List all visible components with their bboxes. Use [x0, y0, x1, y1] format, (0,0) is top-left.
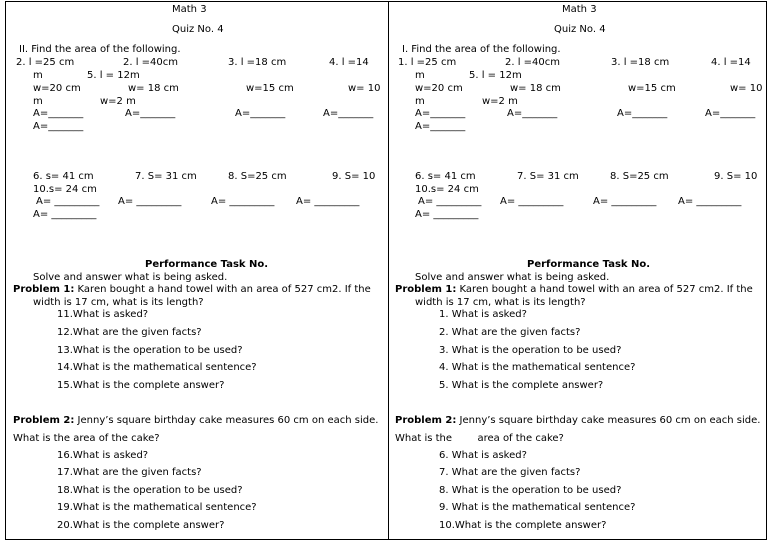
- question: 6. What is asked?: [439, 450, 527, 461]
- item-wrap: m: [415, 70, 425, 81]
- question: 15.What is the complete answer?: [57, 380, 225, 391]
- answer-blank: A=_______: [415, 121, 466, 132]
- answer-blank: A=_______: [323, 108, 374, 119]
- answer-blank: A=_______: [705, 108, 756, 119]
- answer-blank: A=_______: [125, 108, 176, 119]
- instruction: I. Find the area of the following.: [402, 44, 561, 55]
- answer-blank: A= _________: [678, 196, 742, 207]
- item-width: w=15 cm: [628, 83, 676, 94]
- question: 18.What is the operation to be used?: [57, 485, 243, 496]
- answer-blank: A= _________: [418, 196, 482, 207]
- question: 4. What is the mathematical sentence?: [439, 362, 636, 373]
- question: 16.What is asked?: [57, 450, 149, 461]
- solve-instruction: Solve and answer what is being asked.: [33, 272, 228, 283]
- item-length: 5. l = 12m: [469, 70, 522, 81]
- answer-blank: A= _________: [33, 209, 97, 220]
- item-width: w= 10: [730, 83, 763, 94]
- performance-title: Performance Task No.: [527, 259, 651, 270]
- answer-blank: A=_______: [617, 108, 668, 119]
- answer-blank: A= _________: [296, 196, 360, 207]
- item-width: w=20 cm: [33, 83, 81, 94]
- subject-title: Math 3: [562, 4, 597, 15]
- problem-2: [395, 415, 760, 427]
- item-width: w= 18 cm: [510, 83, 561, 94]
- item-width: w= 10: [348, 83, 381, 94]
- left-quiz-column: [7, 0, 387, 543]
- answer-blank: A=_______: [33, 108, 84, 119]
- problem-text: Jenny’s square birthday cake measures 60 cm on each side.: [74, 415, 379, 426]
- answer-blank: A=_______: [33, 121, 84, 132]
- item-side: 10.s= 24 cm: [415, 184, 479, 195]
- item-width: w=20 cm: [415, 83, 463, 94]
- item-side: 7. S= 31 cm: [135, 171, 197, 182]
- question: 19.What is the mathematical sentence?: [57, 502, 257, 513]
- item-width: w=2 m: [100, 96, 136, 107]
- item-wrap: m: [33, 96, 43, 107]
- solve-instruction: Solve and answer what is being asked.: [415, 272, 610, 283]
- question: 7. What are the given facts?: [439, 467, 581, 478]
- answer-blank: A=_______: [507, 108, 558, 119]
- item-side: 9. S= 10: [714, 171, 758, 182]
- problem-label: Problem 2:: [395, 415, 457, 426]
- problem-text: Karen bought a hand towel with an area of 527 cm2. If the: [456, 284, 753, 295]
- answer-blank: A= _________: [415, 209, 479, 220]
- item-side: 6. s= 41 cm: [415, 171, 476, 182]
- problem-text: width is 17 cm, what is its length?: [415, 297, 586, 308]
- item-length: 4. l =14: [329, 57, 369, 68]
- item-side: 10.s= 24 cm: [33, 184, 97, 195]
- question: 2. What are the given facts?: [439, 327, 581, 338]
- question: 8. What is the operation to be used?: [439, 485, 622, 496]
- answer-blank: A= _________: [500, 196, 564, 207]
- question: 9. What is the mathematical sentence?: [439, 502, 636, 513]
- quiz-title: Quiz No. 4: [172, 24, 224, 35]
- problem-label: Problem 1:: [13, 284, 75, 295]
- item-length: 2. l =40cm: [123, 57, 179, 68]
- item-wrap: m: [415, 96, 425, 107]
- problem-2: [13, 415, 378, 427]
- problem-1: [13, 284, 371, 296]
- item-side: 9. S= 10: [332, 171, 376, 182]
- problem-text: Jenny’s square birthday cake measures 60 cm on each side.: [456, 415, 761, 426]
- question: 1. What is asked?: [439, 309, 527, 320]
- item-side: 8. S=25 cm: [228, 171, 287, 182]
- item-length: 3. l =18 cm: [228, 57, 287, 68]
- question: 5. What is the complete answer?: [439, 380, 604, 391]
- item-width: w=2 m: [482, 96, 518, 107]
- answer-blank: A= _________: [118, 196, 182, 207]
- question: 20.What is the complete answer?: [57, 520, 225, 531]
- question: 17.What are the given facts?: [57, 467, 202, 478]
- item-length: 3. l =18 cm: [611, 57, 670, 68]
- question: 3. What is the operation to be used?: [439, 345, 622, 356]
- answer-blank: A=_______: [235, 108, 286, 119]
- question: 13.What is the operation to be used?: [57, 345, 243, 356]
- problem-text: Karen bought a hand towel with an area of 527 cm2. If the: [74, 284, 371, 295]
- question: 11.What is asked?: [57, 309, 149, 320]
- answer-blank: A= _________: [211, 196, 275, 207]
- subject-title: Math 3: [172, 4, 207, 15]
- item-length: 4. l =14: [711, 57, 751, 68]
- problem-label: Problem 2:: [13, 415, 75, 426]
- performance-title: Performance Task No.: [145, 259, 269, 270]
- problem-text: width is 17 cm, what is its length?: [33, 297, 204, 308]
- answer-blank: A=_______: [415, 108, 466, 119]
- item-side: 7. S= 31 cm: [517, 171, 579, 182]
- problem-1: [395, 284, 753, 296]
- item-length: 5. l = 12m: [87, 70, 140, 81]
- item-side: 6. s= 41 cm: [33, 171, 94, 182]
- right-quiz-column: [389, 0, 768, 543]
- problem-text: What is the area of the cake?: [13, 433, 160, 444]
- problem-text: What is the area of the cake?: [395, 433, 564, 444]
- question: 12.What are the given facts?: [57, 327, 202, 338]
- item-width: w= 18 cm: [128, 83, 179, 94]
- answer-blank: A= _________: [593, 196, 657, 207]
- item-length: 1. l =25 cm: [398, 57, 457, 68]
- item-length: 2. l =40cm: [505, 57, 561, 68]
- item-width: w=15 cm: [246, 83, 294, 94]
- quiz-title: Quiz No. 4: [554, 24, 606, 35]
- problem-label: Problem 1:: [395, 284, 457, 295]
- instruction: II. Find the area of the following.: [19, 44, 181, 55]
- answer-blank: A= _________: [36, 196, 100, 207]
- item-length: 2. l =25 cm: [16, 57, 75, 68]
- item-side: 8. S=25 cm: [610, 171, 669, 182]
- question: 10.What is the complete answer?: [439, 520, 607, 531]
- question: 14.What is the mathematical sentence?: [57, 362, 257, 373]
- item-wrap: m: [33, 70, 43, 81]
